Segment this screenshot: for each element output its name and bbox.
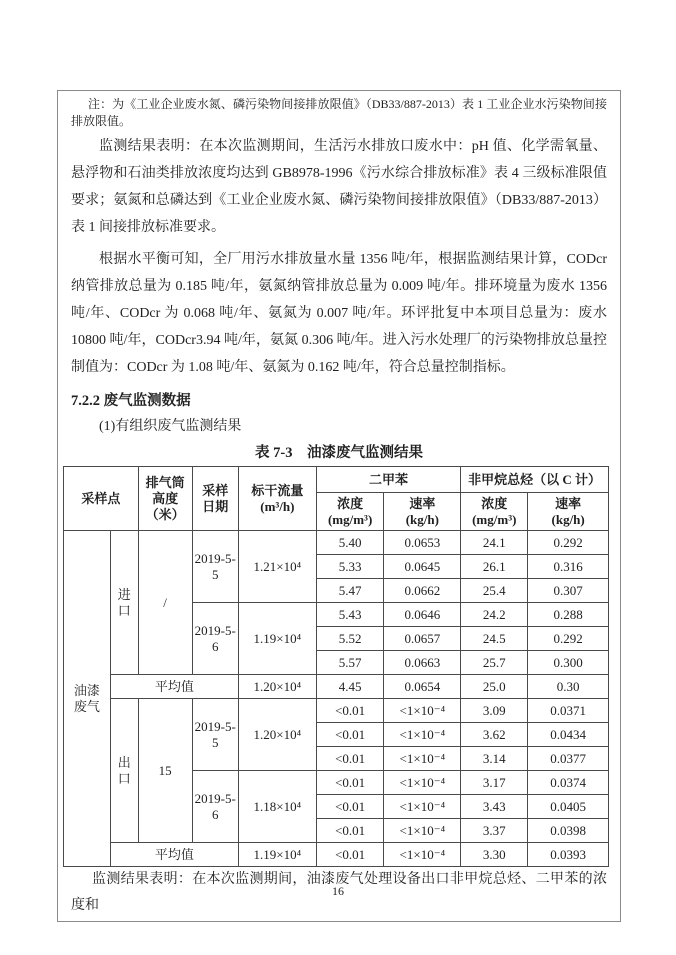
cell-xylene-rate: <1×10⁻⁴ bbox=[384, 843, 461, 867]
cell-nmhc-conc: 24.2 bbox=[461, 603, 528, 627]
cell-average-label: 平均值 bbox=[110, 843, 238, 867]
sample-point-label: 油漆废气 bbox=[73, 682, 100, 714]
cell-nmhc-rate: 0.316 bbox=[528, 555, 609, 579]
cell-xylene-conc: 5.33 bbox=[316, 555, 384, 579]
cell-xylene-conc: <0.01 bbox=[316, 795, 384, 819]
cell-nmhc-rate: 0.292 bbox=[528, 627, 609, 651]
header-sample-point-label: 采样点 bbox=[81, 490, 121, 506]
header-sample-date bbox=[192, 467, 238, 531]
cell-nmhc-rate: 0.30 bbox=[528, 675, 609, 699]
cell-nmhc-conc: 25.7 bbox=[461, 651, 528, 675]
cell-xylene-rate: <1×10⁻⁴ bbox=[384, 747, 461, 771]
cell-nmhc-conc: 3.62 bbox=[461, 723, 528, 747]
cell-average-label: 平均值 bbox=[110, 675, 238, 699]
cell-date: 2019-5-5 bbox=[192, 699, 238, 771]
header-nmhc-concentration bbox=[461, 493, 528, 531]
page-number: 16 bbox=[332, 884, 344, 898]
paragraph-wastewater-result: 监测结果表明：在本次监测期间，生活污水排放口废水中：pH 值、化学需氧量、悬浮物和石油类排放浓度均达到 GB8978-1996《污水综合排放标准》表 4 三级标准限值要求；氨氮和总磷达到《工业企业废水氮、磷污染物间接排放限值》（DB33/887-2013）表 1 间接排放标准要求。 bbox=[71, 139, 607, 235]
cell-date: 2019-5-6 bbox=[192, 771, 238, 843]
header-sample-point bbox=[64, 467, 139, 531]
cell-nmhc-conc: 3.43 bbox=[461, 795, 528, 819]
cell-xylene-rate: 0.0654 bbox=[384, 675, 461, 699]
table-title: 表 7-3 油漆废气监测结果 bbox=[255, 445, 423, 461]
sub-heading: (1)有组织废气监测结果 bbox=[99, 419, 242, 434]
header-xylene-concentration bbox=[316, 493, 384, 531]
header-rate-label: 速率 bbox=[409, 495, 436, 511]
cell-xylene-conc: <0.01 bbox=[316, 819, 384, 843]
header-rate-unit: (kg/h) bbox=[405, 511, 439, 527]
cell-sample-point-name bbox=[64, 531, 111, 867]
cell-nmhc-conc: 26.1 bbox=[461, 555, 528, 579]
cell-flow-average: 1.19×10⁴ bbox=[238, 843, 316, 867]
cell-xylene-rate: 0.0663 bbox=[384, 651, 461, 675]
header-rate-label: 速率 bbox=[555, 495, 582, 511]
cell-xylene-rate: <1×10⁻⁴ bbox=[384, 819, 461, 843]
cell-nmhc-conc: 3.14 bbox=[461, 747, 528, 771]
cell-xylene-conc: <0.01 bbox=[316, 771, 384, 795]
cell-outlet: 出口 bbox=[110, 699, 138, 843]
cell-nmhc-rate: 0.0434 bbox=[528, 723, 609, 747]
cell-flow: 1.20×10⁴ bbox=[238, 699, 316, 771]
paragraph-exhaust-result: 监测结果表明：在本次监测期间，油漆废气处理设备出口非甲烷总烃、二甲苯的浓度和 bbox=[71, 872, 607, 913]
table-footnote: 注：为《工业企业废水氮、磷污染物间接排放限值》（DB33/887-2013）表 1 工业企业水污染物间接排放限值。 bbox=[71, 97, 607, 128]
cell-inlet: 进口 bbox=[110, 531, 138, 675]
header-flow-unit: (m³/h) bbox=[260, 498, 295, 514]
cell-xylene-conc: <0.01 bbox=[316, 843, 384, 867]
cell-flow: 1.18×10⁴ bbox=[238, 771, 316, 843]
cell-stack-height-outlet: 15 bbox=[138, 699, 192, 843]
cell-xylene-conc: <0.01 bbox=[316, 747, 384, 771]
header-xylene-rate bbox=[384, 493, 461, 531]
cell-xylene-rate: <1×10⁻⁴ bbox=[384, 723, 461, 747]
cell-nmhc-rate: 0.0398 bbox=[528, 819, 609, 843]
cell-nmhc-rate: 0.0371 bbox=[528, 699, 609, 723]
header-nmhc-group: 非甲烷总烃（以 C 计） bbox=[461, 467, 609, 493]
cell-flow-average: 1.20×10⁴ bbox=[238, 675, 316, 699]
table-header-row-groups bbox=[64, 467, 609, 493]
cell-xylene-conc: 5.40 bbox=[316, 531, 384, 555]
table-row-average-outlet bbox=[64, 843, 609, 867]
cell-nmhc-conc: 25.0 bbox=[461, 675, 528, 699]
cell-xylene-rate: 0.0645 bbox=[384, 555, 461, 579]
cell-xylene-conc: 5.43 bbox=[316, 603, 384, 627]
header-stack-height bbox=[138, 467, 192, 531]
cell-xylene-conc: <0.01 bbox=[316, 699, 384, 723]
cell-nmhc-rate: 0.307 bbox=[528, 579, 609, 603]
header-flow bbox=[238, 467, 316, 531]
cell-nmhc-rate: 0.0405 bbox=[528, 795, 609, 819]
cell-date: 2019-5-6 bbox=[192, 603, 238, 675]
section-heading: 7.2.2 废气监测数据 bbox=[71, 393, 191, 409]
header-conc-unit: (mg/m³) bbox=[327, 511, 373, 527]
cell-xylene-rate: <1×10⁻⁴ bbox=[384, 699, 461, 723]
cell-nmhc-rate: 0.292 bbox=[528, 531, 609, 555]
cell-nmhc-conc: 24.1 bbox=[461, 531, 528, 555]
cell-xylene-rate: 0.0662 bbox=[384, 579, 461, 603]
cell-nmhc-rate: 0.0393 bbox=[528, 843, 609, 867]
cell-xylene-conc: 5.52 bbox=[316, 627, 384, 651]
document-border-frame bbox=[57, 90, 621, 922]
header-rate-unit: (kg/h) bbox=[551, 511, 585, 527]
cell-xylene-conc: 5.47 bbox=[316, 579, 384, 603]
cell-nmhc-conc: 3.37 bbox=[461, 819, 528, 843]
cell-stack-height-inlet: / bbox=[138, 531, 192, 675]
cell-xylene-conc: 4.45 bbox=[316, 675, 384, 699]
cell-xylene-conc: 5.57 bbox=[316, 651, 384, 675]
cell-nmhc-rate: 0.0374 bbox=[528, 771, 609, 795]
header-conc-label: 浓度 bbox=[337, 495, 364, 511]
cell-nmhc-conc: 3.30 bbox=[461, 843, 528, 867]
cell-nmhc-rate: 0.300 bbox=[528, 651, 609, 675]
header-flow-label: 标干流量 bbox=[251, 482, 304, 498]
cell-nmhc-rate: 0.0377 bbox=[528, 747, 609, 771]
cell-date: 2019-5-5 bbox=[192, 531, 238, 603]
cell-nmhc-conc: 25.4 bbox=[461, 579, 528, 603]
paragraph-water-balance: 根据水平衡可知，全厂用污水排放量水量 1356 吨/年，根据监测结果计算，CODcr 纳管排放总量为 0.185 吨/年，氨氮纳管排放总量为 0.009 吨/年。排环境量为废水 1356 吨/年、CODcr 为 0.068 吨/年、氨氮为 0.007 吨/年。环评批复中本项目总量为：废水 10800 吨/年，CODcr3.94 吨/年，氨氮 0.306 吨/年。进入污水处理厂的污染物排放总量控制值为：CODcr 为 1.08 吨/年、氨氮为 0.162 吨/年，符合总量控制指标。 bbox=[71, 252, 607, 375]
cell-nmhc-conc: 24.5 bbox=[461, 627, 528, 651]
cell-nmhc-rate: 0.288 bbox=[528, 603, 609, 627]
cell-flow: 1.19×10⁴ bbox=[238, 603, 316, 675]
header-nmhc-rate bbox=[528, 493, 609, 531]
header-xylene-group: 二甲苯 bbox=[316, 467, 460, 493]
cell-xylene-rate: 0.0657 bbox=[384, 627, 461, 651]
cell-nmhc-conc: 3.17 bbox=[461, 771, 528, 795]
cell-flow: 1.21×10⁴ bbox=[238, 531, 316, 603]
header-conc-unit: (mg/m³) bbox=[472, 511, 517, 527]
cell-xylene-conc: <0.01 bbox=[316, 723, 384, 747]
table-row-average-inlet bbox=[64, 675, 609, 699]
cell-xylene-rate: <1×10⁻⁴ bbox=[384, 795, 461, 819]
cell-nmhc-conc: 3.09 bbox=[461, 699, 528, 723]
cell-xylene-rate: 0.0653 bbox=[384, 531, 461, 555]
header-sample-date-label: 采样日期 bbox=[202, 482, 229, 514]
header-conc-label: 浓度 bbox=[481, 495, 508, 511]
paint-exhaust-monitoring-table bbox=[63, 466, 609, 867]
table-row bbox=[64, 531, 609, 555]
cell-xylene-rate: 0.0646 bbox=[384, 603, 461, 627]
table-row bbox=[64, 699, 609, 723]
header-stack-height-label: 排气筒高度（米） bbox=[145, 474, 185, 522]
cell-xylene-rate: <1×10⁻⁴ bbox=[384, 771, 461, 795]
